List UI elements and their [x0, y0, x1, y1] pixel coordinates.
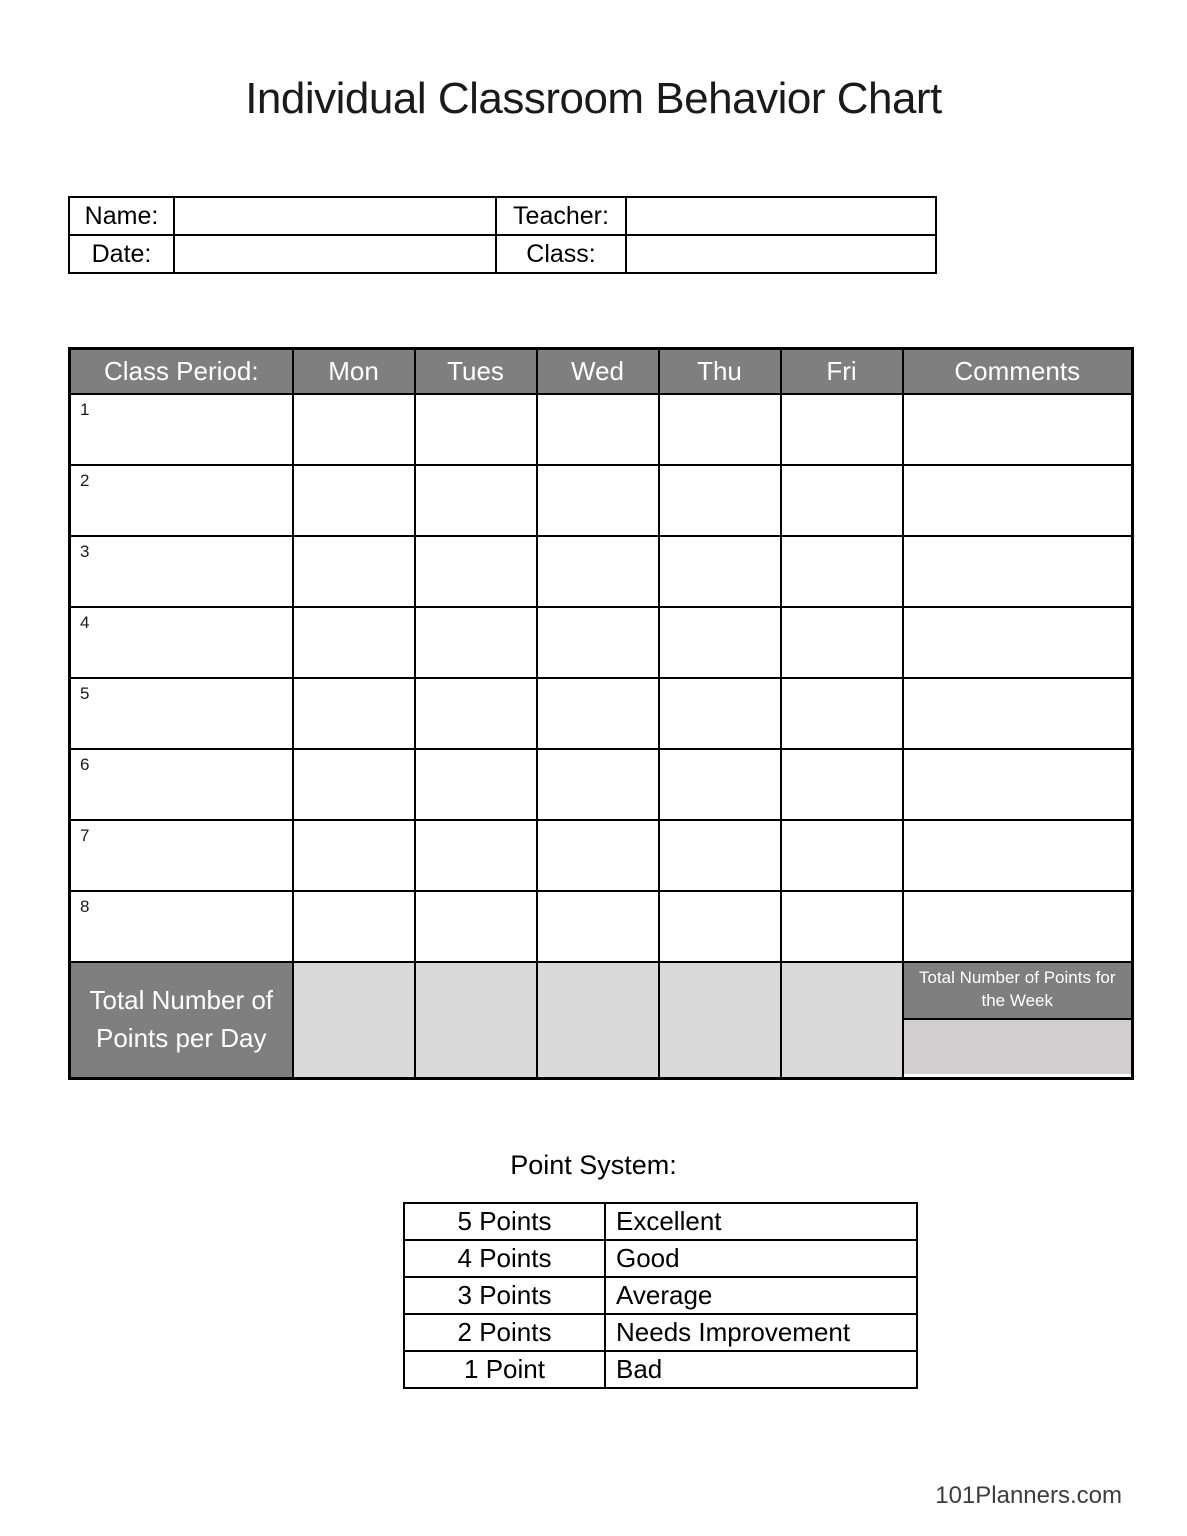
period-row-8	[70, 891, 1133, 962]
teacher-label: Teacher:	[496, 197, 626, 235]
date-field	[174, 235, 496, 273]
info-row-1	[69, 197, 936, 235]
points-label: 5 Points	[404, 1203, 605, 1240]
day-cell	[659, 394, 781, 465]
day-cell	[537, 749, 659, 820]
day-cell	[293, 607, 415, 678]
points-label: 2 Points	[404, 1314, 605, 1351]
day-cell	[293, 820, 415, 891]
day-cell	[415, 465, 537, 536]
name-label: Name:	[69, 197, 174, 235]
day-cell	[415, 536, 537, 607]
day-cell	[781, 465, 903, 536]
period-number: 3	[70, 536, 293, 607]
date-label: Date:	[69, 235, 174, 273]
day-cell	[781, 891, 903, 962]
day-cell	[659, 678, 781, 749]
day-cell	[537, 536, 659, 607]
day-cell	[781, 678, 903, 749]
comments-cell	[903, 465, 1133, 536]
period-number: 4	[70, 607, 293, 678]
day-cell	[537, 678, 659, 749]
day-cell	[537, 394, 659, 465]
day-cell	[659, 820, 781, 891]
point-system-title: Point System:	[510, 1150, 677, 1180]
period-number: 5	[70, 678, 293, 749]
day-cell	[415, 820, 537, 891]
rating-label: Bad	[605, 1351, 917, 1388]
day-cell	[415, 749, 537, 820]
header-wed: Wed	[537, 349, 659, 394]
info-form-table	[68, 196, 937, 274]
day-total-cell	[537, 962, 659, 1079]
day-cell	[537, 465, 659, 536]
day-cell	[781, 394, 903, 465]
day-cell	[293, 394, 415, 465]
points-label: 1 Point	[404, 1351, 605, 1388]
total-row	[70, 962, 1133, 1079]
info-row-2	[69, 235, 936, 273]
week-total-cell	[903, 962, 1133, 1079]
day-cell	[781, 749, 903, 820]
comments-cell	[903, 536, 1133, 607]
day-cell	[293, 465, 415, 536]
day-cell	[415, 607, 537, 678]
point-system-table	[403, 1202, 918, 1389]
point-row-5	[404, 1203, 917, 1240]
day-cell	[659, 607, 781, 678]
rating-label: Good	[605, 1240, 917, 1277]
name-field	[174, 197, 496, 235]
day-cell	[415, 678, 537, 749]
day-cell	[293, 536, 415, 607]
comments-cell	[903, 749, 1133, 820]
day-total-cell	[293, 962, 415, 1079]
day-cell	[659, 536, 781, 607]
point-row-1	[404, 1351, 917, 1388]
day-cell	[293, 749, 415, 820]
points-label: 3 Points	[404, 1277, 605, 1314]
day-cell	[537, 607, 659, 678]
day-cell	[293, 678, 415, 749]
comments-cell	[903, 607, 1133, 678]
day-cell	[781, 607, 903, 678]
rating-label: Excellent	[605, 1203, 917, 1240]
header-thu: Thu	[659, 349, 781, 394]
comments-cell	[903, 394, 1133, 465]
header-fri: Fri	[781, 349, 903, 394]
period-number: 6	[70, 749, 293, 820]
rating-label: Needs Improvement	[605, 1314, 917, 1351]
point-row-3	[404, 1277, 917, 1314]
class-label: Class:	[496, 235, 626, 273]
period-number: 7	[70, 820, 293, 891]
period-number: 1	[70, 394, 293, 465]
day-total-cell	[781, 962, 903, 1079]
points-label: 4 Points	[404, 1240, 605, 1277]
period-row-3	[70, 536, 1133, 607]
day-cell	[415, 394, 537, 465]
header-mon: Mon	[293, 349, 415, 394]
period-row-6	[70, 749, 1133, 820]
rating-label: Average	[605, 1277, 917, 1314]
header-tues: Tues	[415, 349, 537, 394]
comments-cell	[903, 678, 1133, 749]
day-total-cell	[659, 962, 781, 1079]
period-row-7	[70, 820, 1133, 891]
behavior-table	[68, 347, 1134, 1080]
day-cell	[781, 820, 903, 891]
day-cell	[659, 465, 781, 536]
period-row-2	[70, 465, 1133, 536]
header-class-period: Class Period:	[70, 349, 293, 394]
week-total-label: Total Number of Points for the Week	[904, 963, 1132, 1020]
period-number: 8	[70, 891, 293, 962]
period-row-4	[70, 607, 1133, 678]
day-cell	[537, 820, 659, 891]
point-row-4	[404, 1240, 917, 1277]
week-total-value	[904, 1020, 1132, 1074]
class-field	[626, 235, 936, 273]
period-row-1	[70, 394, 1133, 465]
teacher-field	[626, 197, 936, 235]
day-cell	[537, 891, 659, 962]
behavior-header-row	[70, 349, 1133, 394]
total-per-day-label: Total Number of Points per Day	[70, 962, 293, 1079]
day-cell	[659, 891, 781, 962]
point-row-2	[404, 1314, 917, 1351]
day-total-cell	[415, 962, 537, 1079]
day-cell	[415, 891, 537, 962]
comments-cell	[903, 820, 1133, 891]
site-credit: 101Planners.com	[935, 1482, 1122, 1509]
day-cell	[293, 891, 415, 962]
comments-cell	[903, 891, 1133, 962]
day-cell	[781, 536, 903, 607]
period-number: 2	[70, 465, 293, 536]
header-comments: Comments	[903, 349, 1133, 394]
day-cell	[659, 749, 781, 820]
period-row-5	[70, 678, 1133, 749]
page-title: Individual Classroom Behavior Chart	[245, 74, 942, 123]
